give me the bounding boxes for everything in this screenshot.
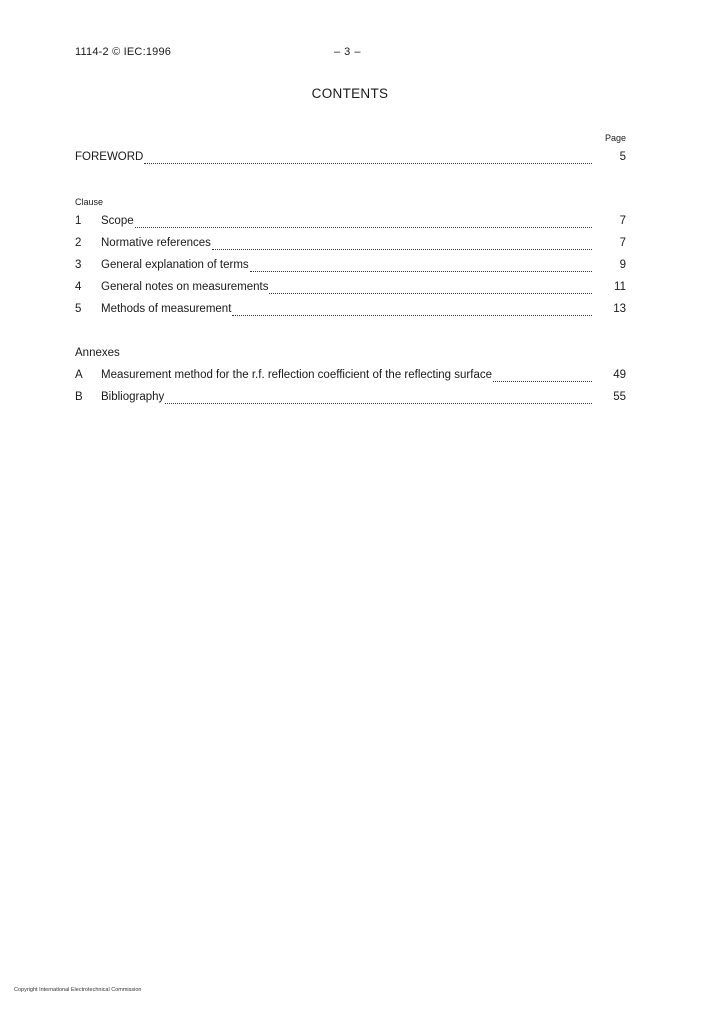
dot-leader bbox=[250, 263, 592, 275]
toc-entry-number: 3 bbox=[75, 259, 82, 271]
page-column-label: Page bbox=[604, 133, 626, 143]
toc-entry-annex[interactable] bbox=[75, 391, 626, 407]
annexes-heading: Annexes bbox=[75, 347, 120, 359]
toc-entry-label: General explanation of terms bbox=[101, 259, 249, 271]
toc-entry-page: 55 bbox=[613, 391, 626, 403]
toc-entry-label: Scope bbox=[101, 215, 134, 227]
toc-entry-label: FOREWORD bbox=[75, 151, 144, 163]
dot-leader bbox=[269, 285, 592, 297]
page-number: – 3 – bbox=[334, 46, 361, 58]
toc-entry-label: Bibliography bbox=[101, 391, 165, 403]
toc-entry-number: B bbox=[75, 391, 83, 403]
toc-entry-clause[interactable] bbox=[75, 281, 626, 297]
toc-entry-page: 7 bbox=[619, 237, 626, 249]
copyright-footer: Copyright International Electrotechnical Commission bbox=[14, 987, 142, 993]
toc-entry-number: 1 bbox=[75, 215, 82, 227]
toc-entry-clause[interactable] bbox=[75, 303, 626, 319]
document-reference: 1114-2 © IEC:1996 bbox=[75, 46, 172, 58]
toc-entry-page: 9 bbox=[619, 259, 626, 271]
dot-leader bbox=[135, 219, 592, 231]
toc-entry-number: 2 bbox=[75, 237, 82, 249]
toc-entry-label: Measurement method for the r.f. reflection coefficient of the reflecting surface bbox=[101, 369, 492, 381]
toc-entry-page: 49 bbox=[613, 369, 626, 381]
clause-heading: Clause bbox=[75, 197, 104, 207]
toc-entry-foreword[interactable] bbox=[75, 151, 626, 167]
toc-entry-clause[interactable] bbox=[75, 259, 626, 275]
toc-entry-page: 7 bbox=[619, 215, 626, 227]
toc-entry-page: 11 bbox=[614, 281, 626, 293]
toc-entry-annex[interactable] bbox=[75, 369, 626, 385]
toc-entry-page: 13 bbox=[613, 303, 626, 315]
toc-entry-page: 5 bbox=[619, 151, 626, 163]
dot-leader bbox=[144, 155, 592, 167]
toc-entry-label: Normative references bbox=[101, 237, 211, 249]
toc-entry-label: Methods of measurement bbox=[101, 303, 232, 315]
dot-leader bbox=[232, 307, 592, 319]
dot-leader bbox=[165, 395, 592, 407]
toc-entry-number: A bbox=[75, 369, 83, 381]
toc-entry-clause[interactable] bbox=[75, 237, 626, 253]
toc-entry-number: 4 bbox=[75, 281, 82, 293]
page-title: CONTENTS bbox=[311, 86, 389, 101]
dot-leader bbox=[212, 241, 592, 253]
toc-entry-clause[interactable] bbox=[75, 215, 626, 231]
dot-leader bbox=[493, 373, 592, 385]
toc-entry-number: 5 bbox=[75, 303, 82, 315]
toc-entry-label: General notes on measurements bbox=[101, 281, 269, 293]
